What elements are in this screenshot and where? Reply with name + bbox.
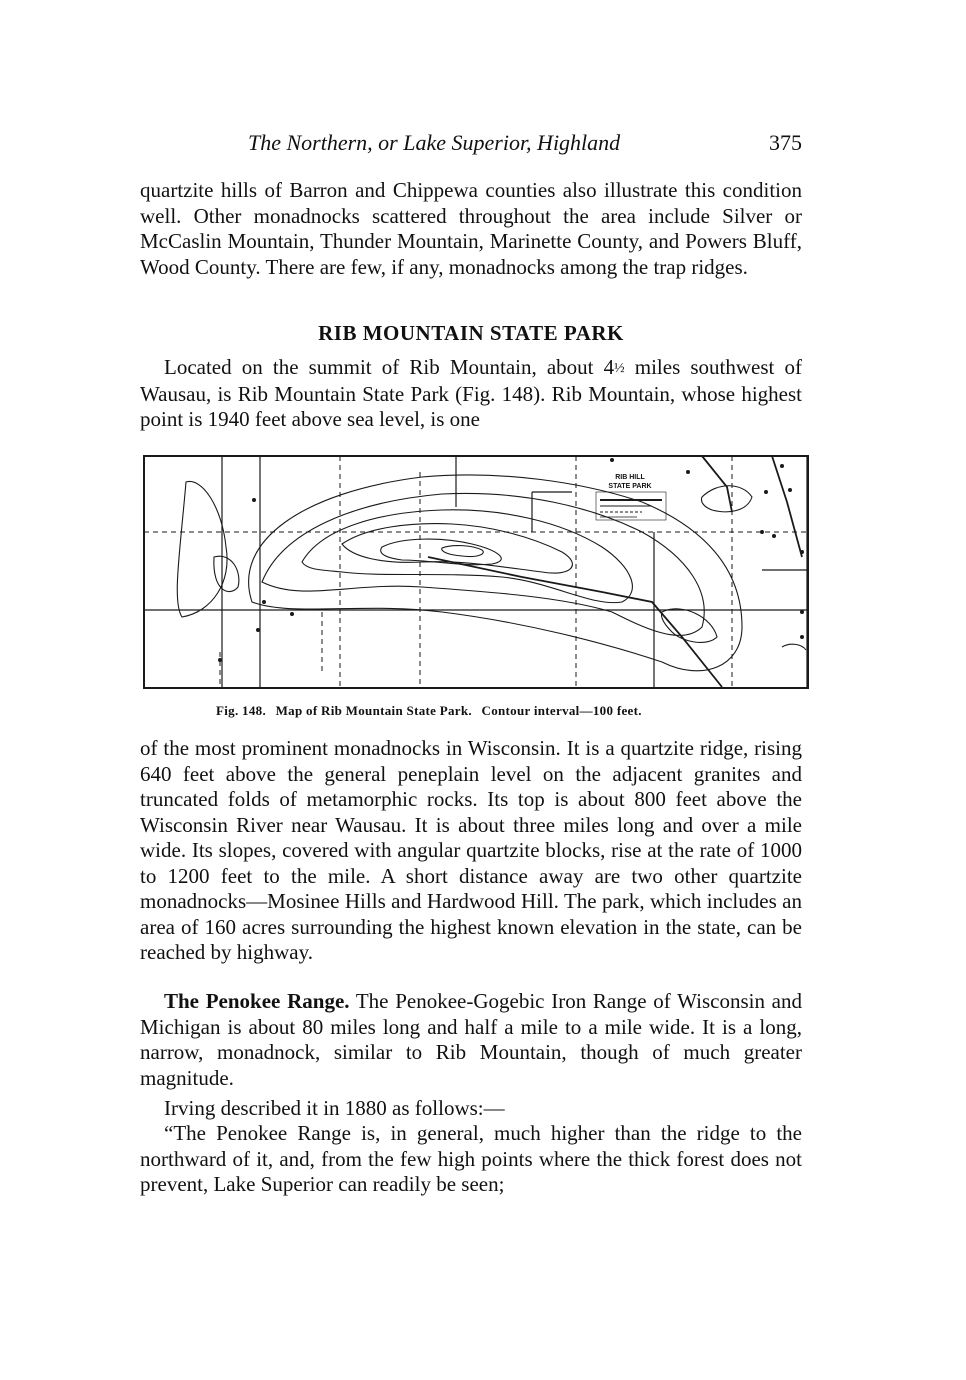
- figure-caption: [140, 703, 840, 719]
- fraction-half: ½: [614, 361, 625, 376]
- running-head: [140, 130, 802, 160]
- page-number: 375: [769, 130, 802, 155]
- paragraph-intro: quartzite hills of Barron and Chippewa counties also illustrate this condition well. Other monadnocks scattered throughout the area include Silver or McCaslin Mountain, Thunder Mountain, Marinette County, and Powers Bluff, Wood County. There are few, if any, monadnocks among the trap ridges.: [140, 178, 802, 279]
- map-legend: [596, 492, 666, 520]
- section-heading: RIB MOUNTAIN STATE PARK: [318, 321, 624, 345]
- map-label-line2: STATE PARK: [608, 483, 652, 490]
- paragraph-rib-mountain-start: Located on the summit of Rib Mountain, about 4: [164, 355, 615, 379]
- paragraph-rib-mountain: [140, 355, 802, 433]
- paragraph-irving: Irving described it in 1880 as follows:—: [164, 1096, 505, 1120]
- paragraph-monadnock: of the most prominent monadnocks in Wisconsin. It is a quartzite ridge, rising 640 feet above the general peneplain level on the adjacent granites and truncated folds of metamorphic rocks. Its top is about 800 feet above the Wisconsin River near Wausau. It is about three miles long and over a mile wide. Its slopes, covered with angular quartzite blocks, rise at the rate of 1000 to 1200 feet to the mile. A short distance away are two other quartzite monadnocks—Mosinee Hills and Hardwood Hill. The park, which includes an area of 160 acres surrounding the highest known elevation in the state, can be reached by highway.: [140, 736, 802, 964]
- caption-number: Fig. 148.: [216, 703, 267, 718]
- caption-text: Map of Rib Mountain State Park.: [275, 703, 472, 718]
- section-grid: [144, 456, 808, 688]
- contour-lines: [177, 475, 806, 671]
- penokee-bold-lead: The Penokee Range.: [164, 989, 350, 1013]
- paragraph-rib-mountain-end: miles southwest of Wausau, is Rib Mountain State Park (Fig. 148). Rib Mountain, whose highest point is 1940 feet above sea level, is one: [140, 355, 802, 431]
- paragraph-quote: “The Penokee Range is, in general, much higher than the ridge to the northward of it, and, from the few high points where the thick forest does not prevent, Lake Superior can readily be seen;: [140, 1121, 802, 1196]
- running-title: The Northern, or Lake Superior, Highland: [248, 130, 621, 155]
- penokee-text: The Penokee-Gogebic Iron Range of Wisconsin and Michigan is about 80 miles long and half a mile to a mile wide. It is a long, narrow, monadnock, similar to Rib Mountain, though of much greater magnitude.: [140, 989, 802, 1090]
- map-label-line1: RIB HILL: [615, 474, 645, 481]
- contour-map: [142, 452, 810, 692]
- caption-contour: Contour interval—100 feet.: [481, 703, 642, 718]
- paragraph-penokee: [140, 989, 802, 1091]
- dashed-roads: [144, 456, 808, 688]
- section-markers: [218, 458, 804, 662]
- map-frame: [144, 456, 808, 688]
- rib-mountain-map-figure: [142, 452, 810, 692]
